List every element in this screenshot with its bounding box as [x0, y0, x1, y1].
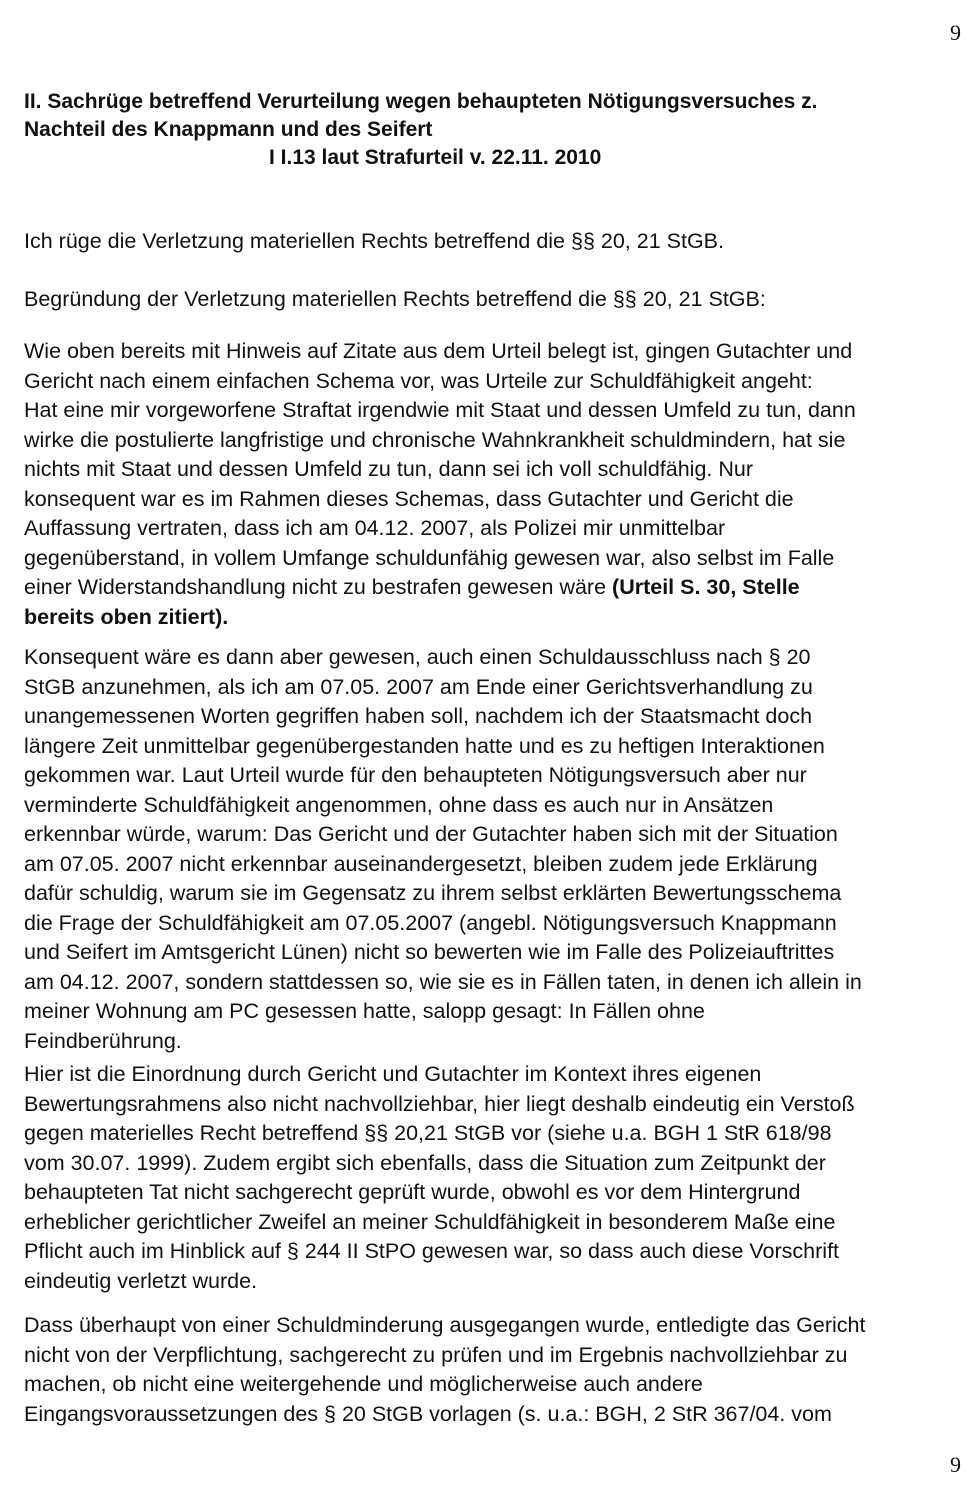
- section-heading: [24, 88, 964, 172]
- paragraph-1: [24, 337, 964, 632]
- paragraph-4-line: nicht von der Verpflichtung, sachgerecht zu prüfen und im Ergebnis nachvollziehbar zu: [24, 1342, 848, 1367]
- page-number-bottom: 9: [950, 1452, 961, 1477]
- paragraph-2-line: verminderte Schuldfähigkeit angenommen, ohne dass es auch nur in Ansätzen: [24, 792, 774, 817]
- paragraph-4-line: Eingangsvoraussetzungen des § 20 StGB vorlagen (s. u.a.: BGH, 2 StR 367/04. vom: [24, 1401, 832, 1426]
- heading-line-1: II. Sachrüge betreffend Verurteilung wegen behaupteten Nötigungsversuches z.: [24, 90, 818, 113]
- paragraph-1-line: wirke die postulierte langfristige und chronische Wahnkrankheit schuldmindern, hat sie: [24, 427, 846, 452]
- paragraph-2-line: die Frage der Schuldfähigkeit am 07.05.2007 (angebl. Nötigungsversuch Knappmann: [24, 910, 837, 935]
- paragraph-2-line: gekommen war. Laut Urteil wurde für den behaupteten Nötigungsversuch aber nur: [24, 763, 807, 787]
- paragraph-3-line: eindeutig verletzt wurde.: [24, 1268, 258, 1293]
- paragraph-1-line: konsequent war es im Rahmen dieses Schemas, dass Gutachter und Gericht die: [24, 486, 794, 511]
- citation-bold: (Urteil S. 30, Stelle: [612, 575, 800, 599]
- paragraph-2-line: längere Zeit unmittelbar gegenübergestanden hatte und es zu heftigen Interaktionen: [24, 733, 825, 758]
- paragraph-3-line: erheblicher gerichtlicher Zweifel an meiner Schuldfähigkeit in besonderem Maße eine: [24, 1209, 836, 1234]
- paragraph-1-line: [24, 573, 964, 603]
- paragraph-3-line: Hier ist die Einordnung durch Gericht und Gutachter im Kontext ihres eigenen: [24, 1062, 762, 1086]
- reason-heading-line: Begründung der Verletzung materiellen Rechts betreffend die §§ 20, 21 StGB:: [24, 287, 766, 311]
- paragraph-2-line: meiner Wohnung am PC gesessen hatte, salopp gesagt: In Fällen ohne: [24, 999, 705, 1023]
- paragraph-1-line: nichts mit Staat und dessen Umfeld zu tun, dann sei ich voll schuldfähig. Nur: [24, 457, 753, 481]
- paragraph-1-line: Hat eine mir vorgeworfene Straftat irgendwie mit Staat und dessen Umfeld zu tun, dann: [24, 398, 856, 422]
- paragraph-3-line: Bewertungsrahmens also nicht nachvollziehbar, hier liegt deshalb eindeutig ein Verstoß: [24, 1091, 855, 1116]
- paragraph-2-line: StGB anzunehmen, als ich am 07.05. 2007 am Ende einer Gerichtsverhandlung zu: [24, 674, 813, 699]
- paragraph-2-line: am 07.05. 2007 nicht erkennbar auseinandergesetzt, bleiben zudem jede Erklärung: [24, 851, 818, 876]
- paragraph-4-line: machen, ob nicht eine weitergehende und möglicherweise auch andere: [24, 1372, 703, 1396]
- paragraph-3-line: behaupteten Tat nicht sachgerecht geprüft wurde, obwohl es vor dem Hintergrund: [24, 1180, 801, 1204]
- paragraph-2: [24, 643, 964, 1056]
- paragraph-1-line: Auffassung vertraten, dass ich am 04.12. 2007, als Polizei mir unmittelbar: [24, 516, 726, 540]
- paragraph-1-line: gegenüberstand, in vollem Umfange schuldunfähig gewesen war, also selbst im Falle: [24, 545, 835, 570]
- paragraph-2-line: unangemessenen Worten gegriffen haben soll, nachdem ich der Staatsmacht doch: [24, 704, 813, 728]
- citation-bold-continued: bereits oben zitiert).: [24, 604, 229, 629]
- paragraph-2-line: und Seifert im Amtsgericht Lünen) nicht so bewerten wie im Falle des Polizeiauftrittes: [24, 940, 835, 964]
- paragraph-2-line: dafür schuldig, warum sie im Gegensatz zu ihrem selbst erklärten Bewertungsschema: [24, 881, 842, 905]
- paragraph-3-line: gegen materielles Recht betreffend §§ 20,21 StGB vor (siehe u.a. BGH 1 StR 618/98: [24, 1121, 832, 1145]
- page-number-top: 9: [950, 20, 961, 45]
- heading-line-2: Nachteil des Knappmann und des Seifert: [24, 118, 433, 141]
- reason-heading: [24, 285, 964, 315]
- heading-line-3: I I.13 laut Strafurteil v. 22.11. 2010: [269, 146, 602, 169]
- paragraph-4: [24, 1311, 964, 1429]
- intro-paragraph: [24, 227, 964, 257]
- paragraph-2-line: Konsequent wäre es dann aber gewesen, auch einen Schuldausschluss nach § 20: [24, 645, 811, 669]
- paragraph-1-line: Gericht nach einem einfachen Schema vor, was Urteile zur Schuldfähigkeit angeht:: [24, 368, 813, 393]
- intro-line: Ich rüge die Verletzung materiellen Rechts betreffend die §§ 20, 21 StGB.: [24, 229, 724, 253]
- paragraph-3-line: vom 30.07. 1999). Zudem ergibt sich ebenfalls, dass die Situation zum Zeitpunkt der: [24, 1150, 826, 1175]
- paragraph-2-line: am 04.12. 2007, sondern stattdessen so, wie sie es in Fällen taten, in denen ich allein in: [24, 969, 862, 994]
- paragraph-2-line: Feindberührung.: [24, 1028, 182, 1053]
- paragraph-1-plain-text: einer Widerstandshandlung nicht zu bestrafen gewesen wäre: [24, 575, 613, 599]
- paragraph-1-line: Wie oben bereits mit Hinweis auf Zitate aus dem Urteil belegt ist, gingen Gutachter und: [24, 339, 853, 363]
- paragraph-3-line: Pflicht auch im Hinblick auf § 244 II StPO gewesen war, so dass auch diese Vorschrift: [24, 1239, 840, 1263]
- paragraph-3: [24, 1060, 964, 1296]
- paragraph-2-line: erkennbar würde, warum: Das Gericht und der Gutachter haben sich mit der Situation: [24, 822, 838, 846]
- paragraph-4-line: Dass überhaupt von einer Schuldminderung ausgegangen wurde, entledigte das Gericht: [24, 1313, 866, 1337]
